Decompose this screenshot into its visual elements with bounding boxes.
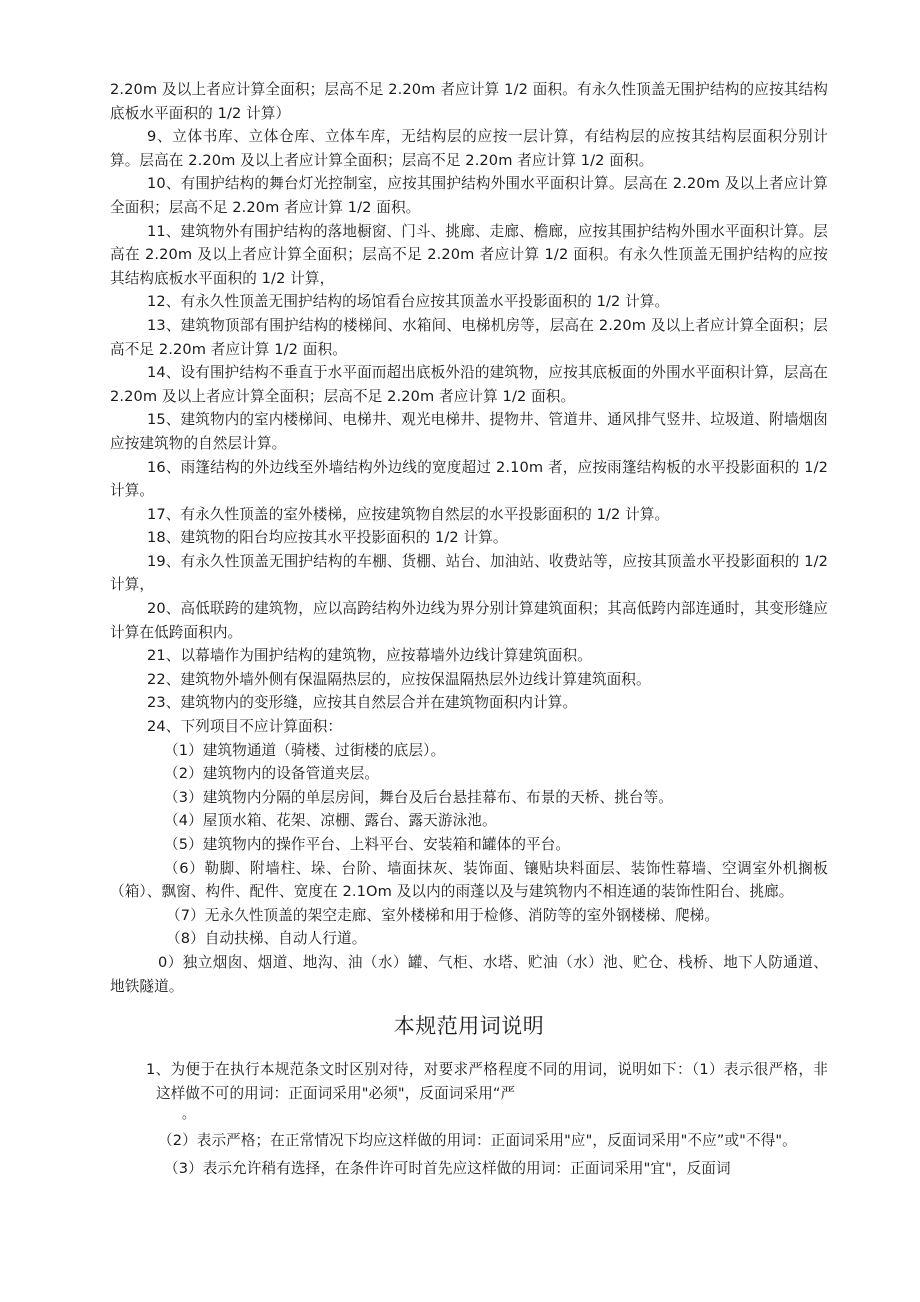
clause-paragraph: 11、建筑物外有围护结构的落地橱窗、门斗、挑廊、走廊、檐廊，应按其围护结构外围水平面积计算。层高在 2.20m 及以上者应计算全面积；层高不足 2.20m 者应计算 1/2 面积。有永久性顶盖无围护结构的应按其结构底板水平面积的 1/2 计算， (110, 222, 828, 287)
clause-paragraph: 9、立体书库、立体仓库、立体车库，无结构层的应按一层计算，有结构层的应按其结构层面积分别计算。层高在 2.20m 及以上者应计算全面积；层高不足 2.20m 者应计算 1/2 面积。 (110, 128, 828, 169)
clause-paragraph: 21、以幕墙作为围护结构的建筑物，应按幕墙外边线计算建筑面积。 (147, 647, 592, 665)
clause-paragraph: 14、设有围护结构不垂直于水平面而超出底板外沿的建筑物，应按其底板面的外围水平面积计算，层高在 2.20m 及以上者应计算全面积；层高不足 2.20m 者应计算 1/2 面积。 (110, 364, 828, 405)
clause-paragraph: 18、建筑物的阳台均应按其水平投影面积的 1/2 计算。 (147, 529, 508, 547)
clause-paragraph: 20、高低联跨的建筑物，应以高跨结构外边线为界分别计算建筑面积；其高低跨内部连通时，其变形缝应计算在低跨面积内。 (110, 600, 828, 641)
clause-paragraph: 2.20m 及以上者应计算全面积；层高不足 2.20m 者应计算 1/2 面积。有永久性顶盖无围护结构的应按其结构底板水平面积的 1/2 计算） (110, 81, 828, 122)
clause-paragraph: 23、建筑物内的变形缝，应按其自然层合并在建筑物面积内计算。 (147, 694, 578, 712)
clause-paragraph: （2）建筑物内的设备管道夹层。 (164, 765, 380, 783)
clause-paragraph: 13、建筑物顶部有围护结构的楼梯间、水箱间、电梯机房等，层高在 2.20m 及以上者应计算全面积；层高不足 2.20m 者应计算 1/2 面积。 (110, 316, 828, 358)
clause-paragraph: 12、有永久性顶盖无围护结构的场馆看台应按其顶盖水平投影面积的 1/2 计算。 (147, 293, 670, 311)
terminology-paragraph: 。 (182, 1107, 196, 1123)
clause-paragraph: 22、建筑物外墙外侧有保温隔热层的，应按保温隔热层外边线计算建筑面积。 (147, 670, 651, 688)
clause-paragraph: （1）建筑物通道（骑楼、过街楼的底层）。 (164, 741, 446, 759)
terminology-paragraph: （2）表示严格；在正常情况下均应这样做的用词：正面词采用"应"，反面词采用"不应”或"不得"。 (158, 1132, 797, 1150)
clause-paragraph: （3）建筑物内分隔的单层房间，舞台及后台悬挂幕布、布景的天桥、挑台等。 (164, 788, 673, 806)
section-title: 本规范用词说明 (393, 1014, 545, 1039)
clause-paragraph: （7）无永久性顶盖的架空走廊、室外楼梯和用于检修、消防等的室外钢楼梯、爬梯。 (166, 906, 720, 924)
terminology-paragraph: （3）表示允许稍有选择，在条件许可时首先应这样做的用词：正面词采用"宜"，反面词 (164, 1159, 731, 1177)
clause-paragraph: 16、雨篷结构的外边线至外墙结构外边线的宽度超过 2.10m 者，应按雨篷结构板的水平投影面积的 1/2 计算。 (110, 458, 828, 500)
clause-paragraph: 10、有围护结构的舞台灯光控制室，应按其围护结构外围水平面积计算。层高在 2.20m 及以上者应计算全面积；层高不足 2.20m 者应计算 1/2 面积。 (110, 175, 828, 216)
clause-paragraph: 24、下列项目不应计算面积： (147, 718, 343, 736)
clause-paragraph: （4）屋顶水箱、花架、凉棚、露台、露天游泳池。 (164, 812, 497, 830)
clause-paragraph: （5）建筑物内的操作平台、上料平台、安装箱和罐体的平台。 (164, 836, 571, 853)
clause-paragraph: 19、有永久性顶盖无围护结构的车棚、货棚、站台、加油站、收费站等，应按其顶盖水平投影面积的 1/2 计算， (110, 552, 828, 594)
clause-paragraph: （8）自动扶梯、自动人行道。 (166, 930, 367, 948)
terminology-section (110, 1058, 828, 1180)
terminology-paragraph: 1、为便于在执行本规范条文时区别对待，对要求严格程度不同的用词，说明如下：（1）表示很严格，非这样做不可的用词：正面词采用"必须"，反面词采用“严 (146, 1061, 828, 1102)
clause-paragraph: 15、建筑物内的室内楼梯间、电梯井、观光电梯井、提物井、管道井、通风排气竖井、垃圾道、附墙烟囱应按建筑物的自然层计算。 (110, 411, 828, 452)
clause-paragraph: 0）独立烟囱、烟道、地沟、油（水）罐、气柜、水塔、贮油（水）池、贮仓、栈桥、地下人防通道、地铁隧道。 (110, 953, 828, 995)
clause-list (110, 78, 828, 998)
clause-paragraph: 17、有永久性顶盖的室外楼梯，应按建筑物自然层的水平投影面积的 1/2 计算。 (147, 505, 670, 523)
clause-paragraph: （6）勒脚、附墙柱、垛、台阶、墙面抹灰、装饰面、镶贴块料面层、装饰性幕墙、空调室外机搁板（箱）、飘窗、构件、配件、宽度在 2.1Om 及以内的雨蓬以及与建筑物内不相连通的装饰性阳台、挑廊。 (110, 859, 828, 901)
